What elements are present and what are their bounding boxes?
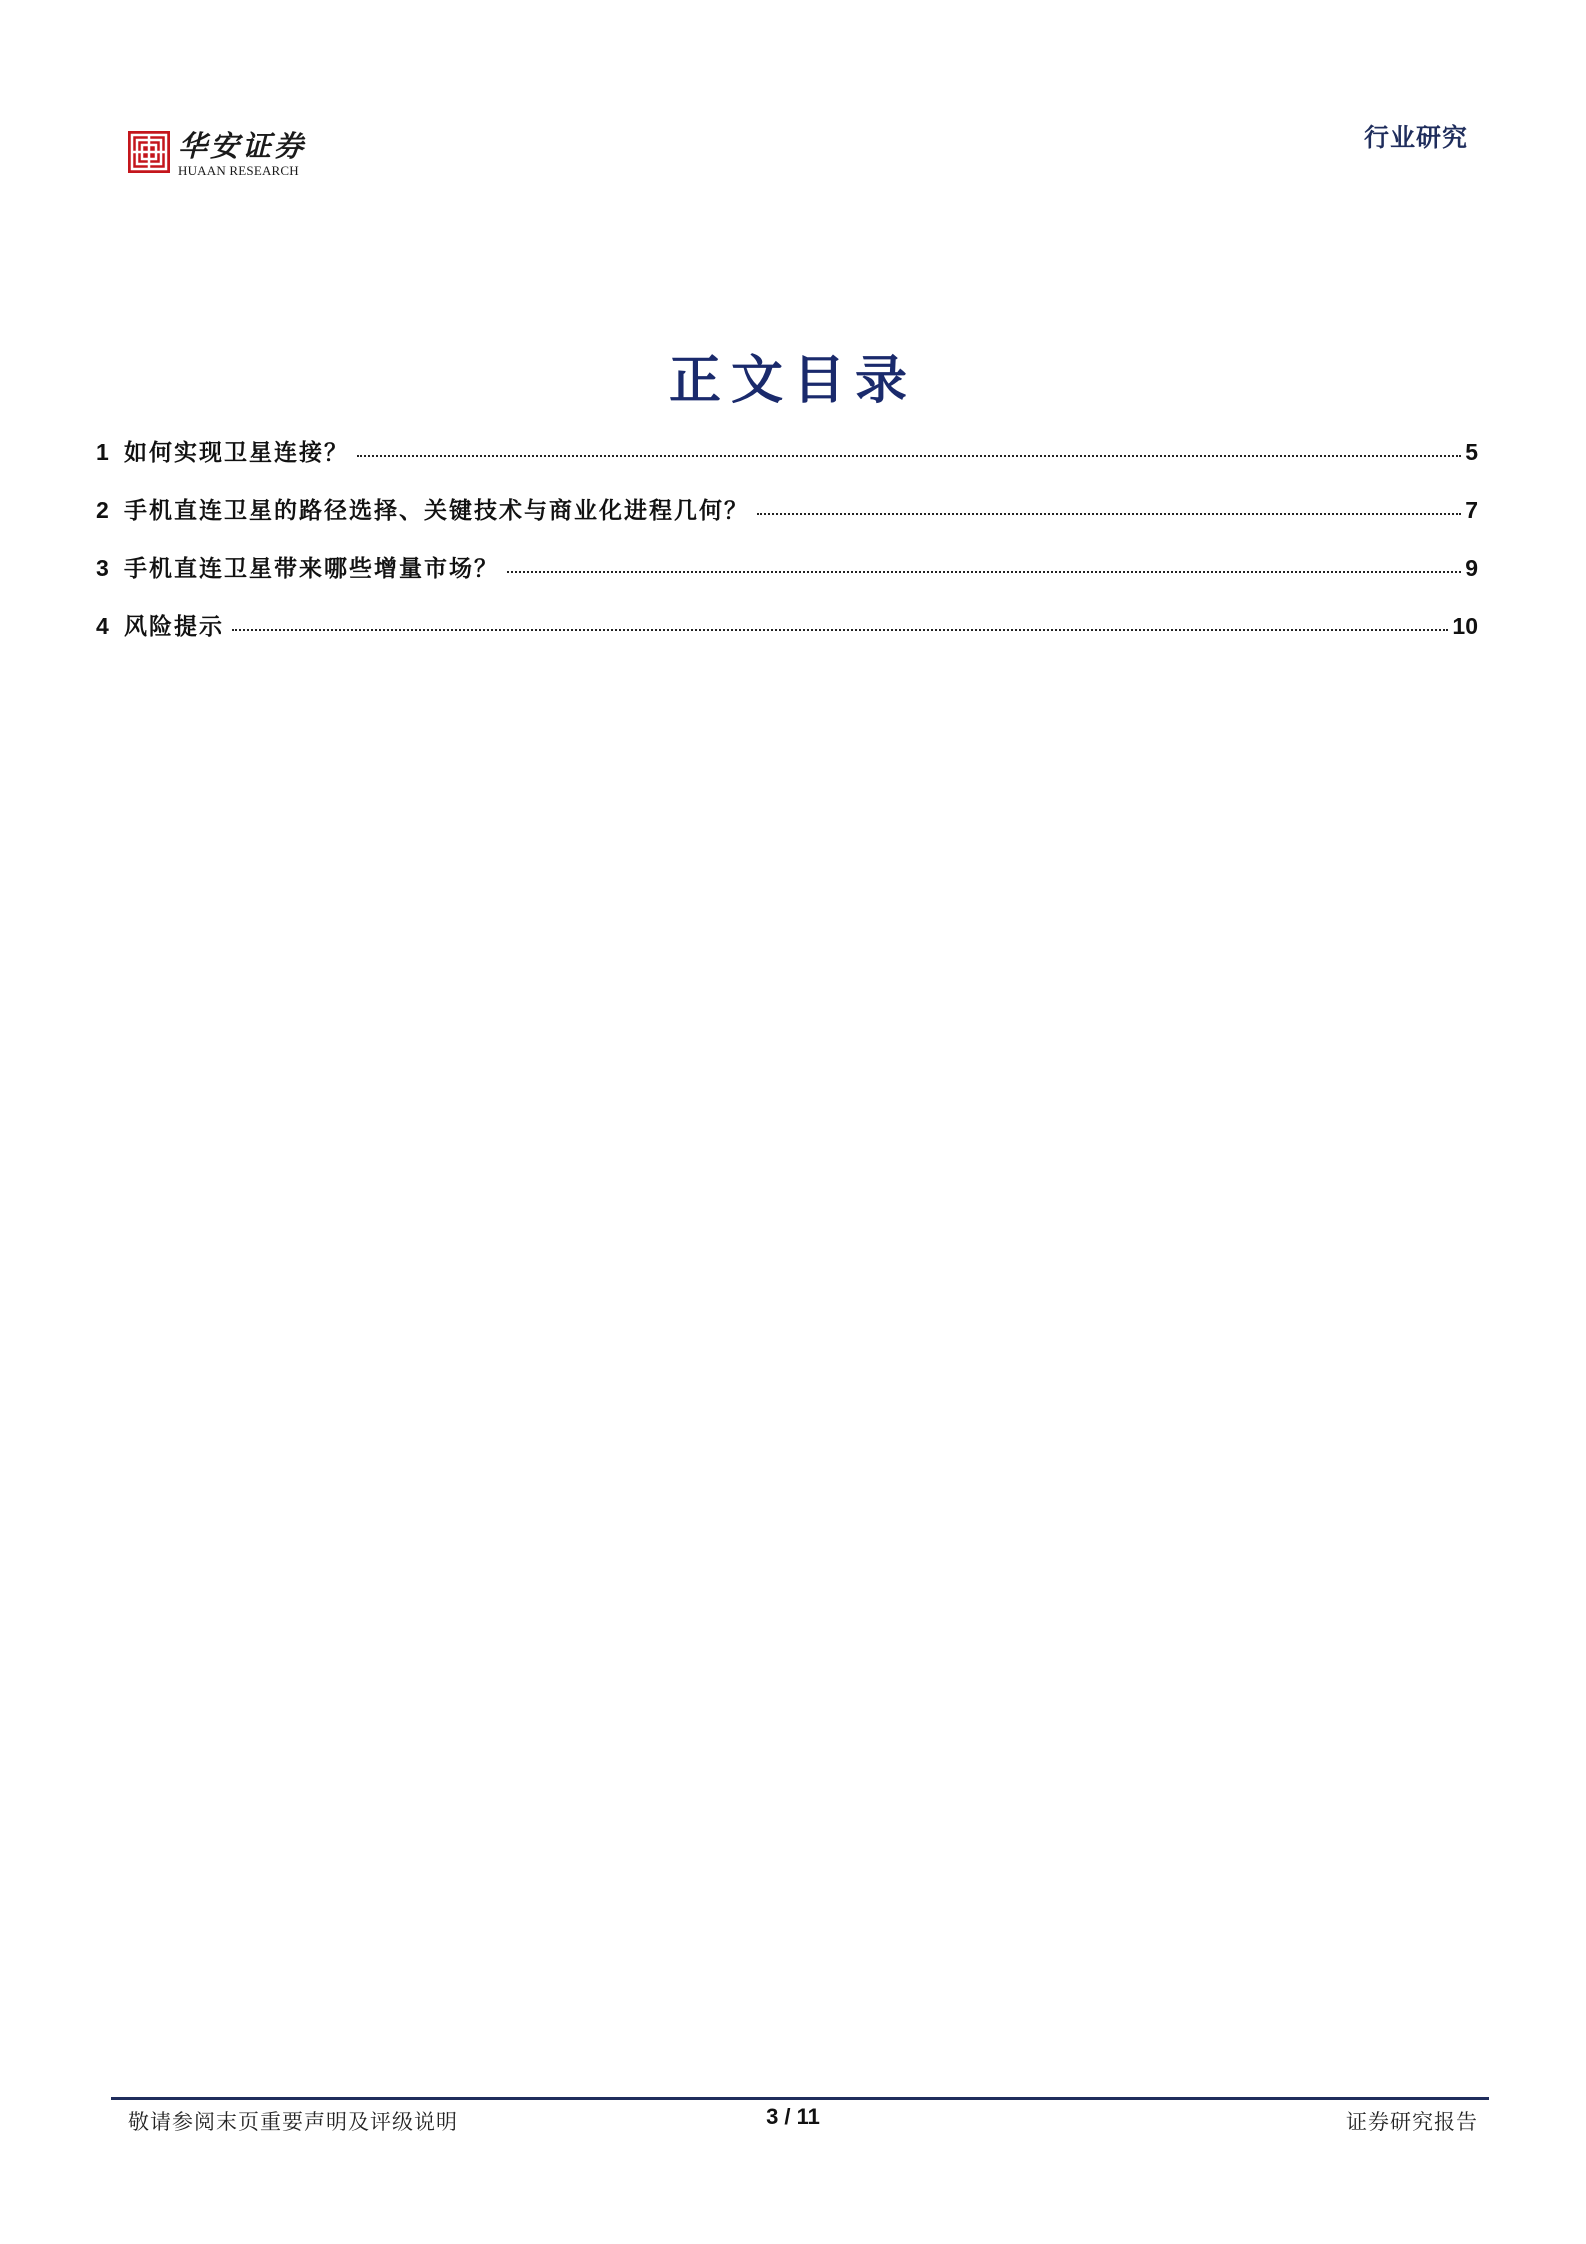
- logo-chinese-name: 华安证券: [178, 129, 307, 163]
- toc-entry-1[interactable]: [96, 434, 1478, 492]
- toc-entry-page: 7: [1465, 497, 1478, 523]
- toc-entry-page: 9: [1465, 555, 1478, 581]
- logo-english-name: HUAAN RESEARCH: [178, 163, 299, 178]
- toc-title: 正文目录: [668, 350, 917, 411]
- toc-entry-text: 风险提示: [124, 613, 224, 640]
- toc-dot-leader: [232, 629, 1448, 631]
- company-logo: [128, 131, 306, 178]
- report-type-label: 行业研究: [1363, 123, 1468, 152]
- logo-wordmark: [178, 131, 306, 178]
- toc-entry-3[interactable]: [96, 550, 1478, 608]
- footer-divider: [111, 2097, 1489, 2100]
- table-of-contents: [96, 434, 1478, 666]
- toc-dot-leader: [507, 571, 1461, 573]
- toc-entry-4[interactable]: [96, 608, 1478, 666]
- toc-entry-number: 4: [96, 613, 109, 639]
- footer-report-label: 证券研究报告: [1346, 2110, 1478, 2134]
- footer-disclaimer: 敬请参阅末页重要声明及评级说明: [128, 2110, 458, 2134]
- toc-entry-number: 2: [96, 497, 109, 523]
- toc-entry-number: 1: [96, 439, 109, 465]
- toc-entry-page: 10: [1452, 613, 1478, 639]
- toc-entry-text: 手机直连卫星的路径选择、关键技术与商业化进程几何？: [124, 497, 749, 524]
- toc-entry-page: 5: [1465, 439, 1478, 465]
- toc-entry-2[interactable]: [96, 492, 1478, 550]
- toc-entry-text: 手机直连卫星带来哪些增量市场？: [124, 555, 499, 582]
- toc-dot-leader: [357, 455, 1461, 457]
- toc-dot-leader: [757, 513, 1461, 515]
- toc-entry-number: 3: [96, 555, 109, 581]
- huaan-seal-icon: [128, 131, 170, 173]
- page-number: 3 / 11: [766, 2104, 820, 2129]
- toc-entry-text: 如何实现卫星连接？: [124, 439, 349, 466]
